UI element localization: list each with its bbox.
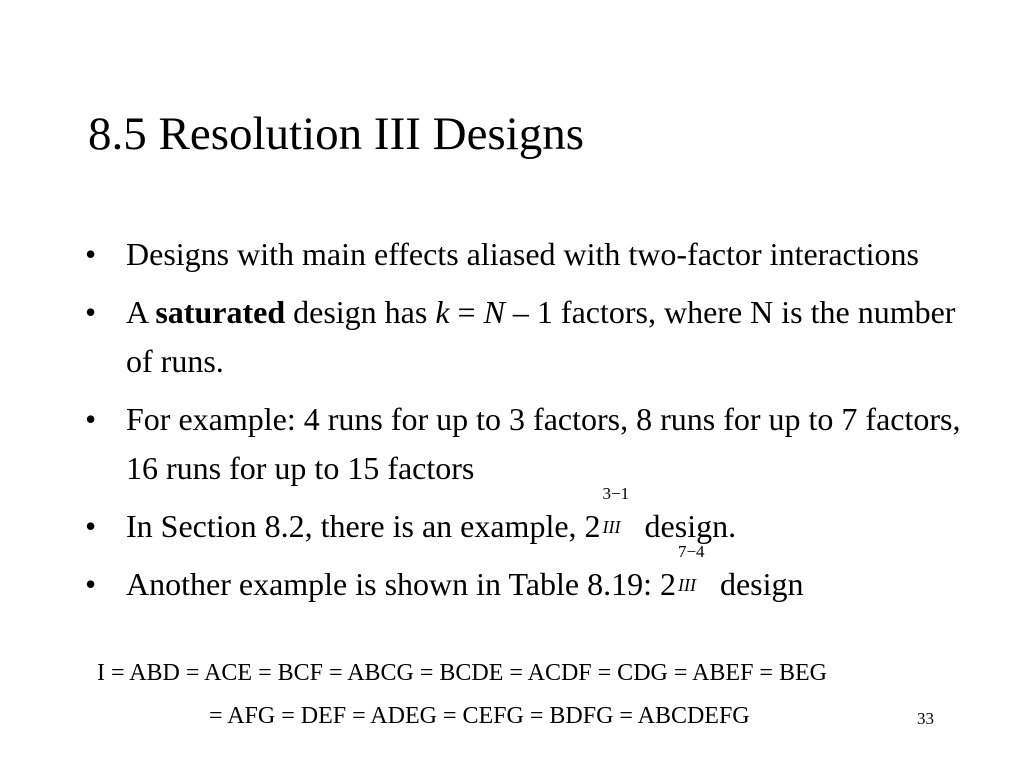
bullet-marker: •	[85, 294, 97, 330]
bullet-text-suffix: design.	[644, 508, 737, 544]
math-n: N	[483, 294, 505, 330]
bullet-text: For example: 4 runs for up to 3 factors, 8 runs for up to 7 factors, 16 runs for up to 15 factors	[126, 401, 961, 486]
alias-structure-line-1: I = ABD = ACE = BCF = ABCG = BCDE = ACDF = CDG = ABEF = BEG	[97, 660, 827, 686]
bullet-list	[85, 230, 985, 618]
bullet-text: Designs with main effects aliased with two-factor interactions	[126, 236, 919, 272]
design-resolution: III	[602, 517, 621, 537]
bullet-item-examples	[85, 395, 985, 493]
bullet-text-prefix: In Section 8.2, there is an example,	[126, 508, 585, 544]
alias-structure-line-2: = AFG = DEF = ADEG = CEFG = BDFG = ABCDEFG	[209, 703, 750, 729]
bullet-text-mid: design has	[285, 294, 436, 330]
design-exponent: 3−1	[602, 484, 630, 503]
page-number: 33	[917, 709, 934, 728]
bullet-item-section-example	[85, 484, 985, 551]
bullet-text-suffix: – 1 factors, where N is the number of runs.	[126, 294, 956, 379]
bullet-marker: •	[85, 508, 97, 544]
math-equals: =	[449, 294, 484, 330]
bullet-marker: •	[85, 236, 97, 272]
design-notation	[584, 484, 645, 551]
design-exponent: 7−4	[677, 542, 705, 561]
bullet-item-aliasing	[85, 230, 985, 279]
bullet-marker: •	[85, 401, 97, 437]
bullet-bold-term: saturated	[155, 294, 286, 330]
slide-title: 8.5 Resolution III Designs	[88, 108, 585, 160]
bullet-text-suffix: design	[719, 566, 804, 602]
design-base: 2	[659, 566, 676, 602]
design-base: 2	[584, 508, 601, 544]
bullet-item-saturated	[85, 288, 985, 386]
design-resolution: III	[677, 575, 696, 595]
design-notation	[659, 542, 720, 609]
bullet-text-prefix: A	[126, 294, 156, 330]
math-k: k	[435, 294, 450, 330]
bullet-item-table-example	[85, 542, 985, 609]
bullet-text-prefix: Another example is shown in Table 8.19:	[126, 566, 660, 602]
bullet-marker: •	[85, 566, 97, 602]
